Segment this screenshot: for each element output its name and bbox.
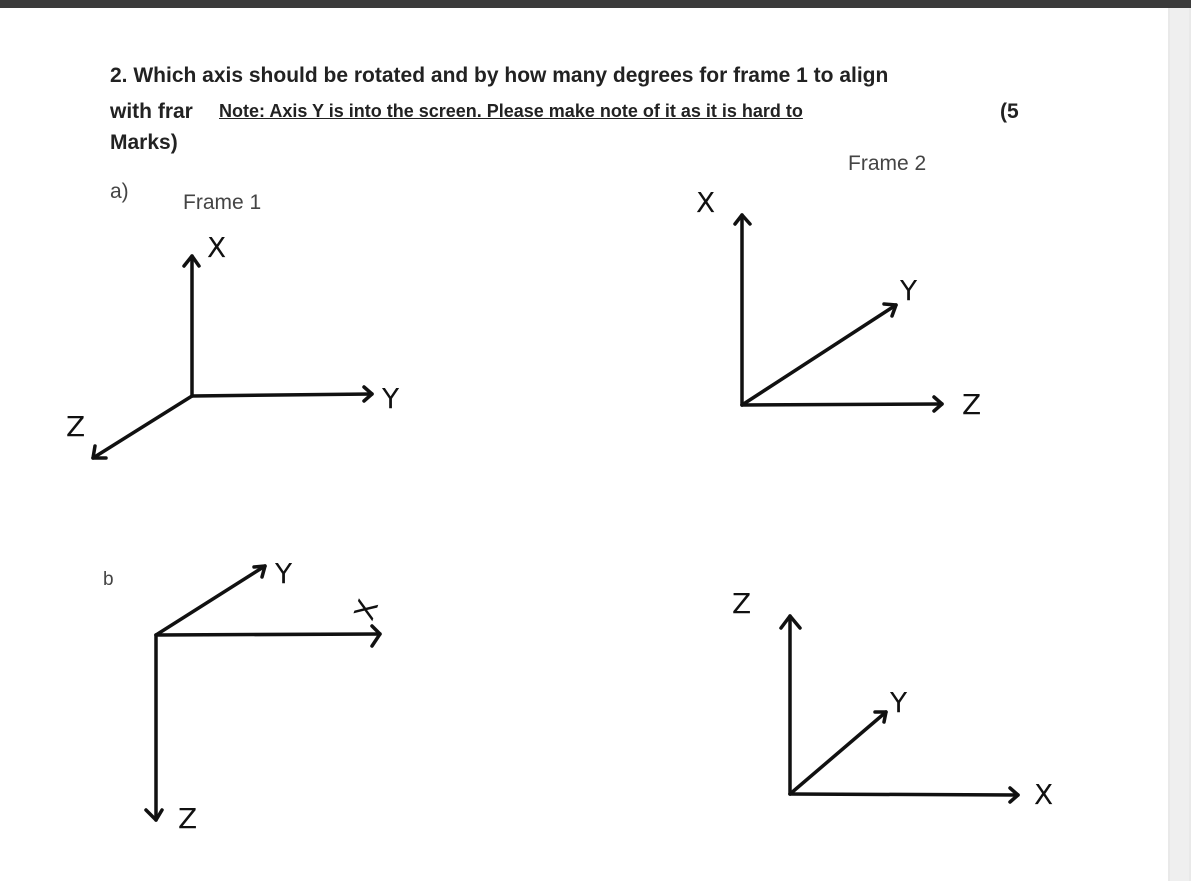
b-f2-x-axis [790, 794, 1018, 795]
a-f1-z-label: Z [66, 410, 86, 443]
frame-2-title: Frame 2 [848, 152, 927, 175]
b-f2-z-label: Z [732, 587, 752, 620]
question-line-1: 2. Which axis should be rotated and by how many degrees for frame 1 to align [110, 64, 889, 87]
part-b-frame-2-axes [732, 587, 1053, 811]
note-text: Note: Axis Y is into the screen. Please make note of it as it is hard to [219, 101, 807, 122]
part-b-label: b [103, 569, 114, 590]
b-f2-y-axis [790, 712, 886, 794]
a-f1-y-label: Y [382, 382, 400, 415]
a-f1-z-axis [93, 396, 192, 458]
b-f1-z-label: Z [178, 802, 198, 835]
b-f2-x-label: X [1034, 778, 1054, 811]
b-f1-z-arrowhead [146, 810, 162, 820]
question-marks: (5 [1000, 100, 1019, 123]
b-f1-x-axis [156, 634, 380, 635]
a-f1-y-axis [192, 394, 372, 396]
b-f2-y-label: Y [890, 686, 908, 719]
frame-1-title: Frame 1 [183, 191, 262, 214]
a-f2-y-axis [742, 305, 896, 405]
a-f1-x-label: X [207, 231, 227, 264]
b-f1-x-label: X [347, 595, 386, 625]
part-a-label: a) [110, 180, 129, 203]
part-a-frame-2-axes [696, 186, 981, 421]
b-f1-y-label: Y [275, 557, 293, 590]
a-f2-z-axis [742, 404, 942, 405]
a-f2-z-label: Z [962, 388, 982, 421]
question-line-2: with frar [110, 100, 193, 123]
b-f1-x-arrowhead [372, 626, 380, 646]
part-b-frame-1-axes [146, 557, 385, 835]
a-f2-y-label: Y [900, 274, 918, 307]
part-a-frame-1-axes [66, 231, 400, 458]
a-f2-x-label: X [696, 186, 716, 219]
b-f1-y-axis [156, 566, 265, 635]
question-line-3: Marks) [110, 131, 178, 154]
